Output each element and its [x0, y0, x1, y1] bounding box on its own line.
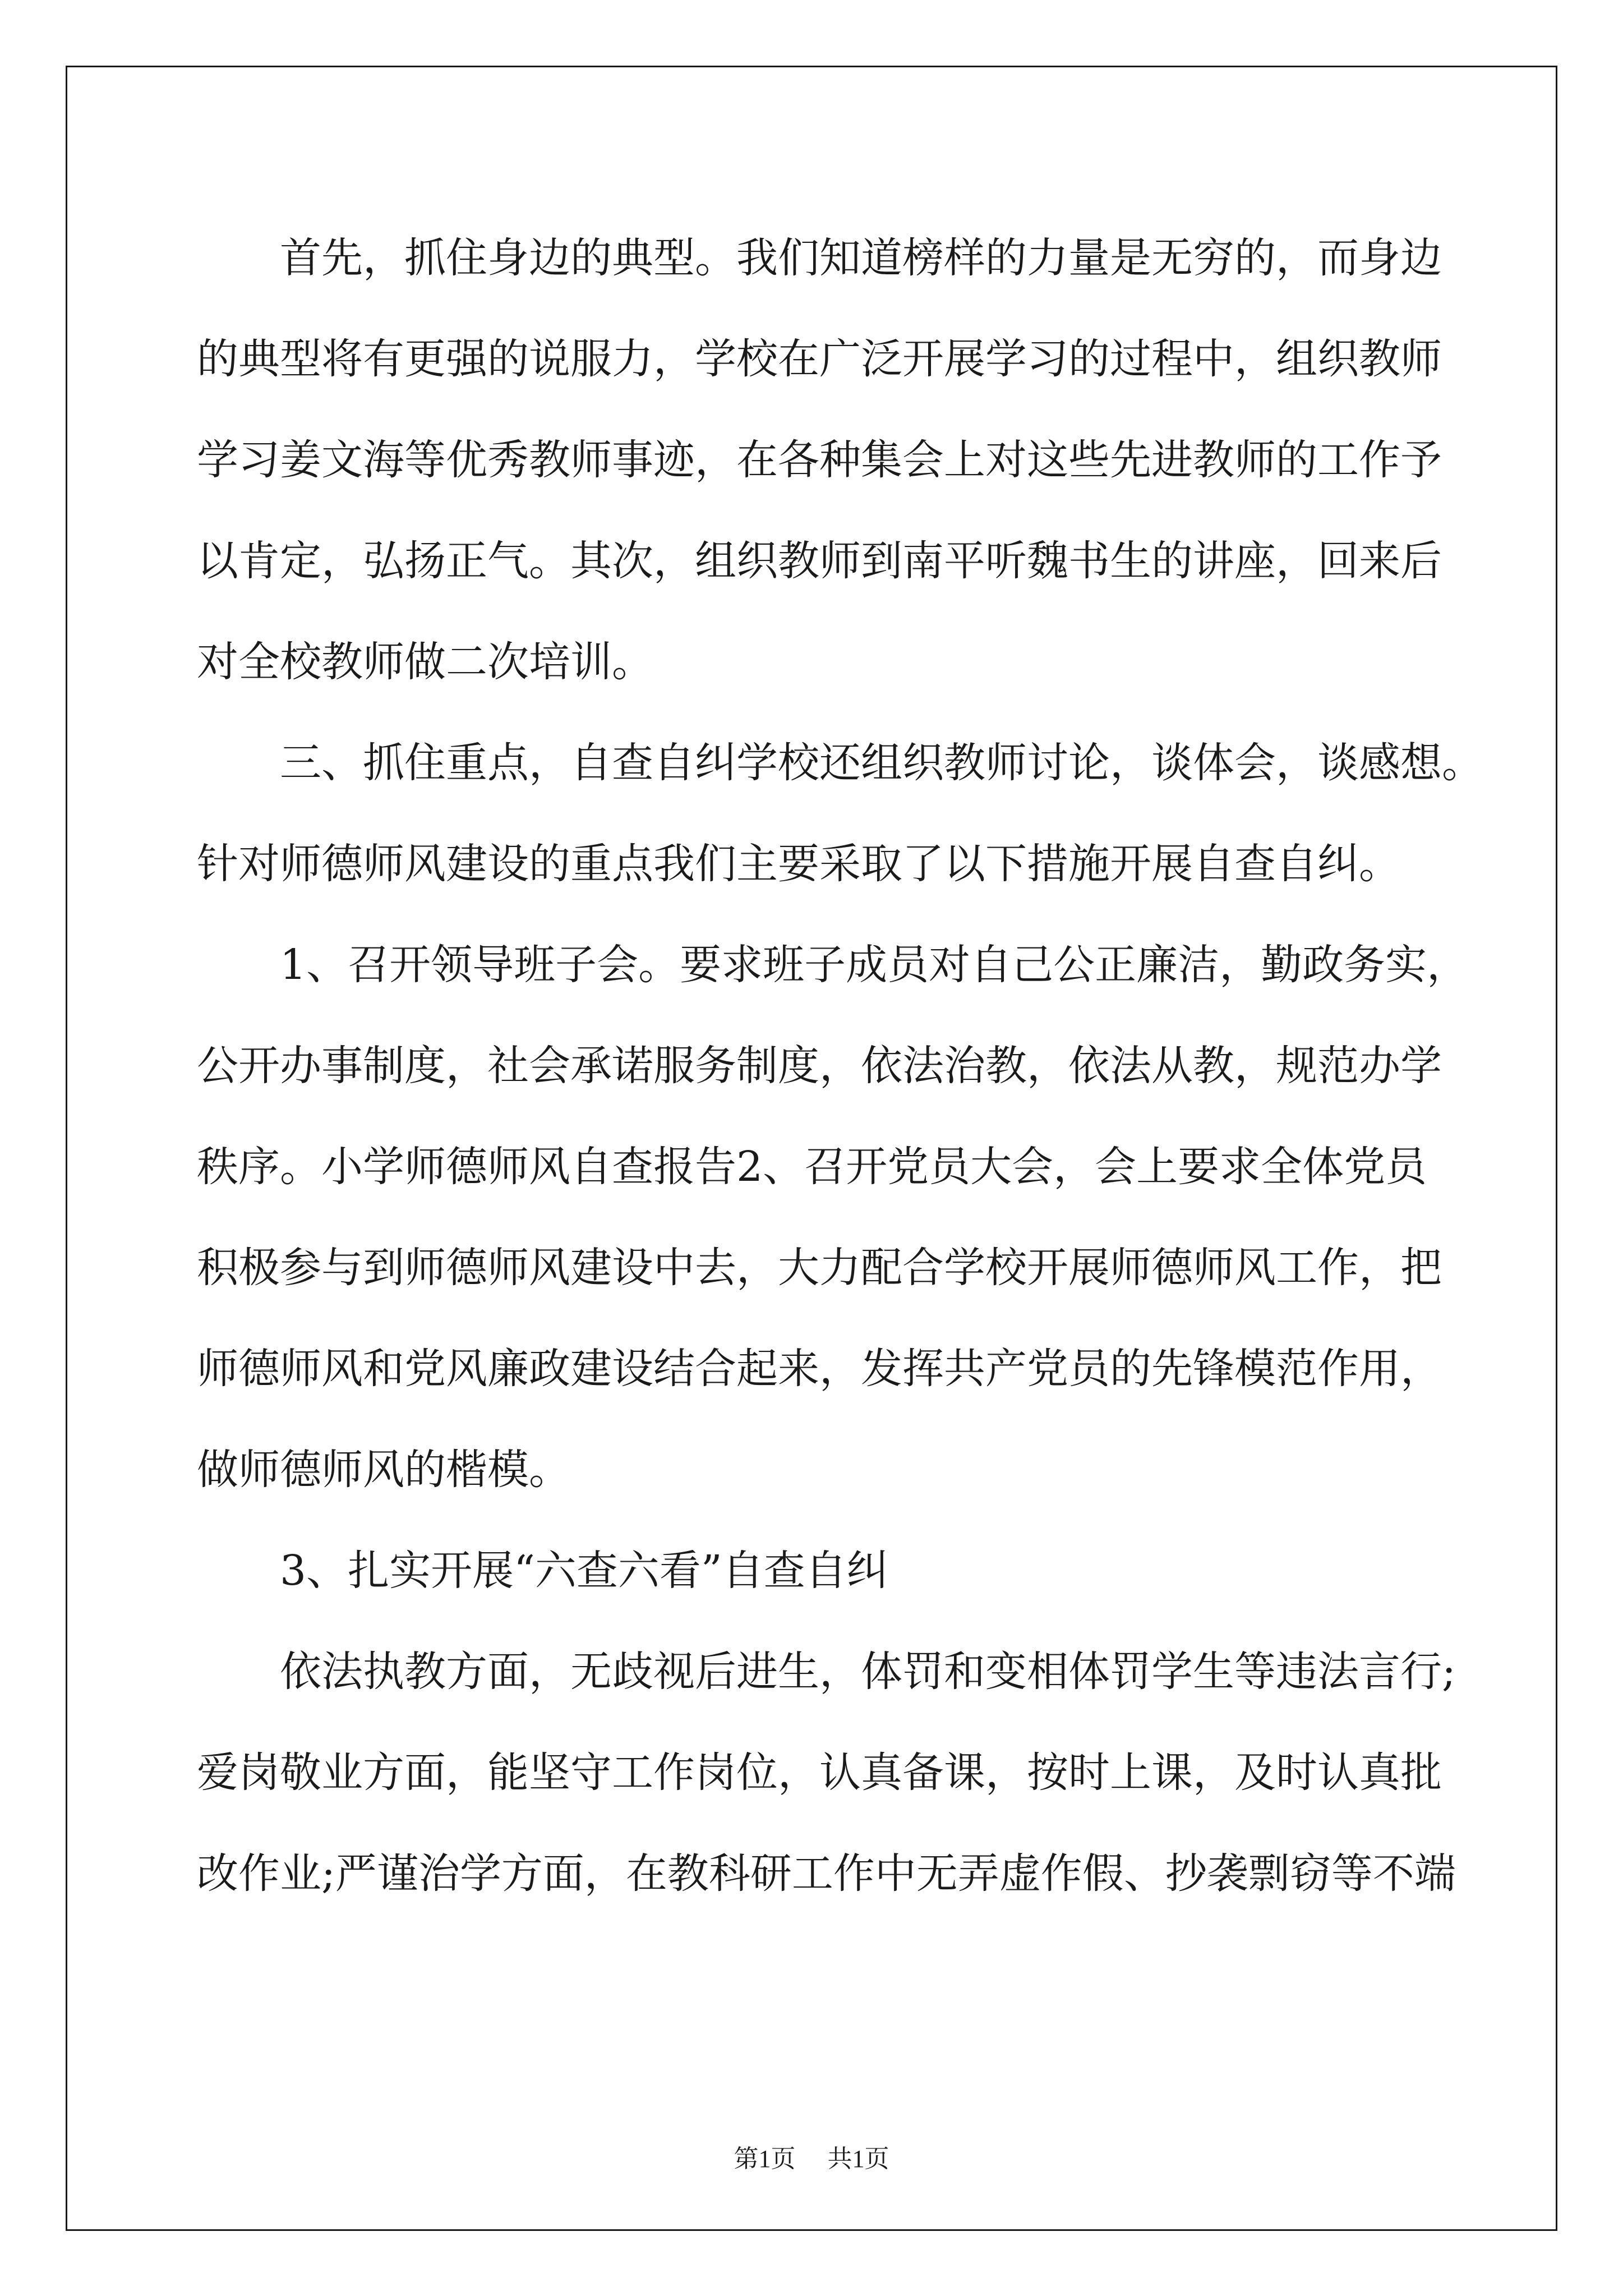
page-footer — [0, 2138, 1623, 2174]
text-line: 公开办事制度，社会承诺服务制度，依法治教，依法从教，规范办学 — [197, 1042, 1442, 1090]
text-line: 对全校教师做二次培训。 — [197, 638, 653, 686]
page-number: 第1页 — [734, 2145, 796, 2173]
text-line: 依法执教方面，无歧视后进生，体罚和变相体罚学生等违法言行; — [280, 1648, 1456, 1696]
text-line: 秩序。小学师德师风自查报告2、召开党员大会，会上要求全体党员 — [197, 1143, 1427, 1191]
text-line: 爱岗敬业方面，能坚守工作岗位，认真备课，按时上课，及时认真批 — [197, 1749, 1442, 1797]
text-line: 3、扎实开展“六查六看”自查自纠 — [280, 1547, 888, 1595]
total-pages: 共1页 — [827, 2145, 889, 2173]
text-line: 积极参与到师德师风建设中去，大力配合学校开展师德师风工作，把 — [197, 1244, 1442, 1292]
text-line: 师德师风和党风廉政建设结合起来，发挥共产党员的先锋模范作用， — [197, 1345, 1442, 1393]
text-line: 针对师德师风建设的重点我们主要采取了以下措施开展自查自纠。 — [197, 840, 1400, 888]
text-line: 改作业;严谨治学方面，在教科研工作中无弄虚作假、抄袭剽窃等不端 — [197, 1849, 1456, 1898]
text-line: 以肯定，弘扬正气。其次，组织教师到南平听魏书生的讲座，回来后 — [197, 537, 1442, 585]
text-line: 学习姜文海等优秀教师事迹，在各种集会上对这些先进教师的工作予 — [197, 436, 1442, 484]
text-line: 做师德师风的楷模。 — [197, 1446, 570, 1494]
document-body — [197, 208, 1487, 1924]
text-line: 1、召开领导班子会。要求班子成员对自己公正廉洁，勤政务实， — [280, 941, 1469, 989]
text-line: 三、抓住重点，自查自纠学校还组织教师讨论，谈体会，谈感想。 — [280, 739, 1483, 787]
text-line: 首先，抓住身边的典型。我们知道榜样的力量是无穷的，而身边 — [280, 234, 1442, 282]
text-line: 的典型将有更强的说服力，学校在广泛开展学习的过程中，组织教师 — [197, 335, 1442, 383]
